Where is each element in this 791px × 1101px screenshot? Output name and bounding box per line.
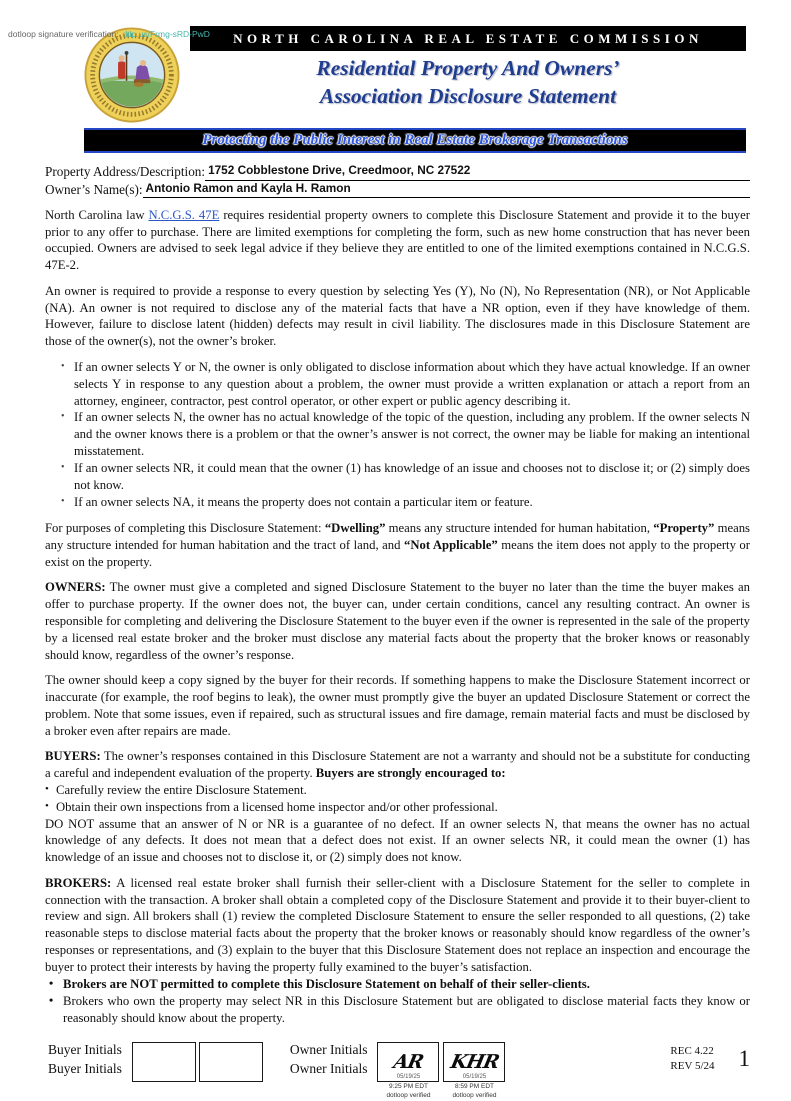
nc-state-seal-icon bbox=[84, 27, 180, 123]
paragraph-do-not-assume: DO NOT assume that an answer of N or NR is a guarantee of no defect. If an owner selects N, that means the owner has no actual knowledge of any defects. It does not mean that a defect does not exist. If an owner selects NR, it could mean the owner (1) has knowledge of an issue and chooses not to disclose it, or (2) simply does not know. bbox=[45, 816, 750, 865]
owner-signature-stack-1 bbox=[377, 1042, 439, 1101]
signature-initials: KHR bbox=[448, 1050, 501, 1073]
verification-strip bbox=[8, 29, 210, 39]
list-item: • Brokers who own the property may select NR in this Disclosure Statement but are obligated to disclose material facts they know or reasonably should know about the property. bbox=[49, 993, 750, 1027]
form-fields bbox=[45, 163, 750, 198]
property-address-label: Property Address/Description: bbox=[45, 164, 206, 180]
paragraph-nc-law bbox=[45, 207, 750, 275]
buyers-heading: BUYERS: bbox=[45, 748, 101, 763]
list-item: • If an owner selects NA, it means the property does not contain a particular item or feature. bbox=[61, 494, 750, 511]
list-item: • Obtain their own inspections from a licensed home inspector and/or other professional. bbox=[45, 799, 750, 816]
definitions-dwelling: “Dwelling” bbox=[324, 520, 386, 535]
verification-label: dotloop signature verification: bbox=[8, 29, 119, 39]
brokers-not-permitted: Brokers are NOT permitted to complete this Disclosure Statement on behalf of their seller-clients. bbox=[63, 977, 590, 992]
list-item: • If an owner selects NR, it could mean that the owner (1) has knowledge of an issue and chooses not to disclose it; or (2) simply does not know. bbox=[61, 460, 750, 494]
signature-verified-badge: dotloop verified bbox=[452, 1092, 497, 1100]
definitions-property: “Property” bbox=[653, 520, 715, 535]
paragraph-owner-copy: The owner should keep a copy signed by the buyer for their records. If something happens to make the Disclosure Statement incorrect or inaccurate (for example, the roof begins to leak), the owner must promptly give the buyer an updated Disclosure Statement or correct the problem. Note that some issues, even if repaired, such as structural issues and fire damage, remain material facts and must be disclosed by a broker even after repairs are made. bbox=[45, 672, 750, 738]
commission-banner: NORTH CAROLINA REAL ESTATE COMMISSION bbox=[190, 26, 746, 51]
definitions-mid2: means any structure intended for human habitation and the tract of land, and bbox=[45, 520, 750, 552]
signature-time: 9:25 PM EDT bbox=[388, 1082, 428, 1090]
buyer-initials-boxes bbox=[132, 1042, 266, 1082]
statute-link[interactable]: N.C.G.S. 47E bbox=[148, 207, 220, 222]
buyer-initials-box-2[interactable] bbox=[199, 1042, 263, 1082]
verification-link[interactable]: dtlp.us/Frmg-sRD-PwD bbox=[122, 29, 210, 39]
property-address-value[interactable]: 1752 Cobblestone Drive, Creedmoor, NC 27522 bbox=[205, 163, 750, 181]
nc-law-pre: North Carolina law bbox=[45, 207, 149, 222]
brokers-text: A licensed real estate broker shall furnish their seller-client with a Disclosure Statement for the seller to complete in connection with the transaction. A broker shall obtain a completed copy of the Disclosure Statement and provide it to their buyer-client to review and sign. All brokers shall (1) review the completed Disclosure Statement to ensure the seller responded to all questions, (2) take reasonable steps to disclose material facts about the property that the broker knows or reasonably should know regardless of the owner’s responses or representations, and (3) explain to the buyer that this Disclosure Statement does not replace an inspection and encourage the buyer to protect their interests by having the property fully examined to the buyer’s satisfaction. bbox=[45, 875, 750, 975]
buyer-initials-box-1[interactable] bbox=[132, 1042, 196, 1082]
buyers-list bbox=[45, 782, 750, 816]
buyer-initials-labels bbox=[48, 1040, 122, 1079]
owner-initials-label: Owner Initials bbox=[289, 1061, 368, 1077]
form-revision-block bbox=[670, 1044, 714, 1075]
owner-initials-labels bbox=[290, 1040, 368, 1101]
initials-footer bbox=[48, 1040, 750, 1101]
owner-names-value[interactable]: Antonio Ramon and Kayla H. Ramon bbox=[143, 181, 750, 199]
owner-initials-signature-1[interactable] bbox=[377, 1042, 439, 1082]
rev-number: REV 5/24 bbox=[670, 1060, 715, 1073]
list-item: • Carefully review the entire Disclosure Statement. bbox=[45, 782, 750, 799]
owner-signature-stack-2 bbox=[443, 1042, 505, 1101]
owners-text: The owner must give a completed and signed Disclosure Statement to the buyer no later than the time the buyer makes an offer to purchase property. If the owner does not, the buyer can, under certain conditions, cancel any resulting contract. An owner is responsible for completing and delivering the Disclosure Statement to the buyer even if the owner is represented in the sale of the property by a licensed real estate broker and the broker must disclose any material facts about the property that the broker knows or reasonably should know, regardless of the owner’s response. bbox=[45, 579, 750, 662]
signature-time: 8:59 PM EDT bbox=[454, 1082, 494, 1090]
buyer-initials-label: Buyer Initials bbox=[48, 1061, 122, 1077]
document-header bbox=[84, 26, 746, 153]
signature-date: 05/19/25 bbox=[462, 1074, 487, 1081]
definitions-not-applicable: “Not Applicable” bbox=[403, 537, 498, 552]
definitions-pre: For purposes of completing this Disclosure Statement: bbox=[45, 520, 325, 535]
buyers-text: The owner’s responses contained in this Disclosure Statement are not a warranty and should not be a substitute for conducting a careful and independent evaluation of the property. bbox=[45, 748, 750, 780]
definitions-post: means the item does not apply to the property or exist on the property. bbox=[45, 537, 751, 569]
document-body bbox=[45, 207, 750, 1027]
owners-heading: OWNERS: bbox=[45, 579, 106, 594]
list-item bbox=[49, 976, 750, 993]
buyers-encouraged: Buyers are strongly encouraged to: bbox=[315, 765, 506, 780]
signature-initials: AR bbox=[391, 1050, 426, 1073]
tagline-banner bbox=[84, 128, 746, 153]
rec-number: REC 4.22 bbox=[670, 1044, 714, 1057]
owner-initials-signature-2[interactable] bbox=[443, 1042, 505, 1082]
definitions-mid1: means any structure intended for human habitation, bbox=[385, 520, 654, 535]
paragraph-owners bbox=[45, 579, 750, 663]
document-title-line1: Residential Property And Owners’ bbox=[316, 56, 620, 80]
paragraph-response-options: An owner is required to provide a response to every question by selecting Yes (Y), No (N), No Representation (NR), or Not Applicable (NA). An owner is not required to disclose any of the material facts that have a NR option, even if they have knowledge of them. However, failure to disclose latent (hidden) defects may result in civil liability. The disclosures made in this Disclosure Statement are those of the owner(s), not the owner’s broker. bbox=[45, 283, 750, 349]
brokers-list bbox=[45, 976, 750, 1027]
buyer-initials-label: Buyer Initials bbox=[48, 1041, 122, 1057]
nc-law-post: requires residential property owners to complete this Disclosure Statement and provide it to the buyer prior to any offer to purchase. There are limited exemptions for completing the form, such as new home construction that has never been occupied. Owners are advised to seek legal advice if they believe they are entitled to one of the limited exemptions contained in N.C.G.S. 47E-2. bbox=[45, 207, 750, 273]
paragraph-brokers bbox=[45, 875, 750, 976]
page-number: 1 bbox=[738, 1046, 750, 1072]
paragraph-definitions bbox=[45, 520, 750, 571]
signature-verified-badge: dotloop verified bbox=[386, 1092, 431, 1100]
list-item: • If an owner selects N, the owner has no actual knowledge of the topic of the question, including any problem. If the owner selects N and the owner knows there is a problem or that the owner’s answer is not correct, the owner may be liable for making an intentional misstatement. bbox=[61, 409, 750, 460]
owner-initials-label: Owner Initials bbox=[289, 1041, 368, 1057]
signature-date: 05/19/25 bbox=[396, 1074, 421, 1081]
list-item: • If an owner selects Y or N, the owner is only obligated to disclose information about which they have actual knowledge. If an owner selects Y in response to any question about a problem, the owner must provide a written explanation or attach a report from an attorney, engineer, contractor, pest control operator, or other expert or public agency describing it. bbox=[61, 359, 750, 410]
document-page bbox=[0, 26, 791, 1100]
document-title-line2: Association Disclosure Statement bbox=[319, 83, 617, 108]
response-options-list bbox=[45, 359, 750, 511]
owner-initials-boxes bbox=[377, 1042, 509, 1101]
tagline-text: Protecting the Public Interest in Real Estate Brokerage Transactions bbox=[202, 132, 628, 148]
paragraph-buyers bbox=[45, 748, 750, 782]
brokers-heading: BROKERS: bbox=[45, 875, 112, 890]
owner-names-label: Owner’s Name(s): bbox=[45, 181, 143, 197]
